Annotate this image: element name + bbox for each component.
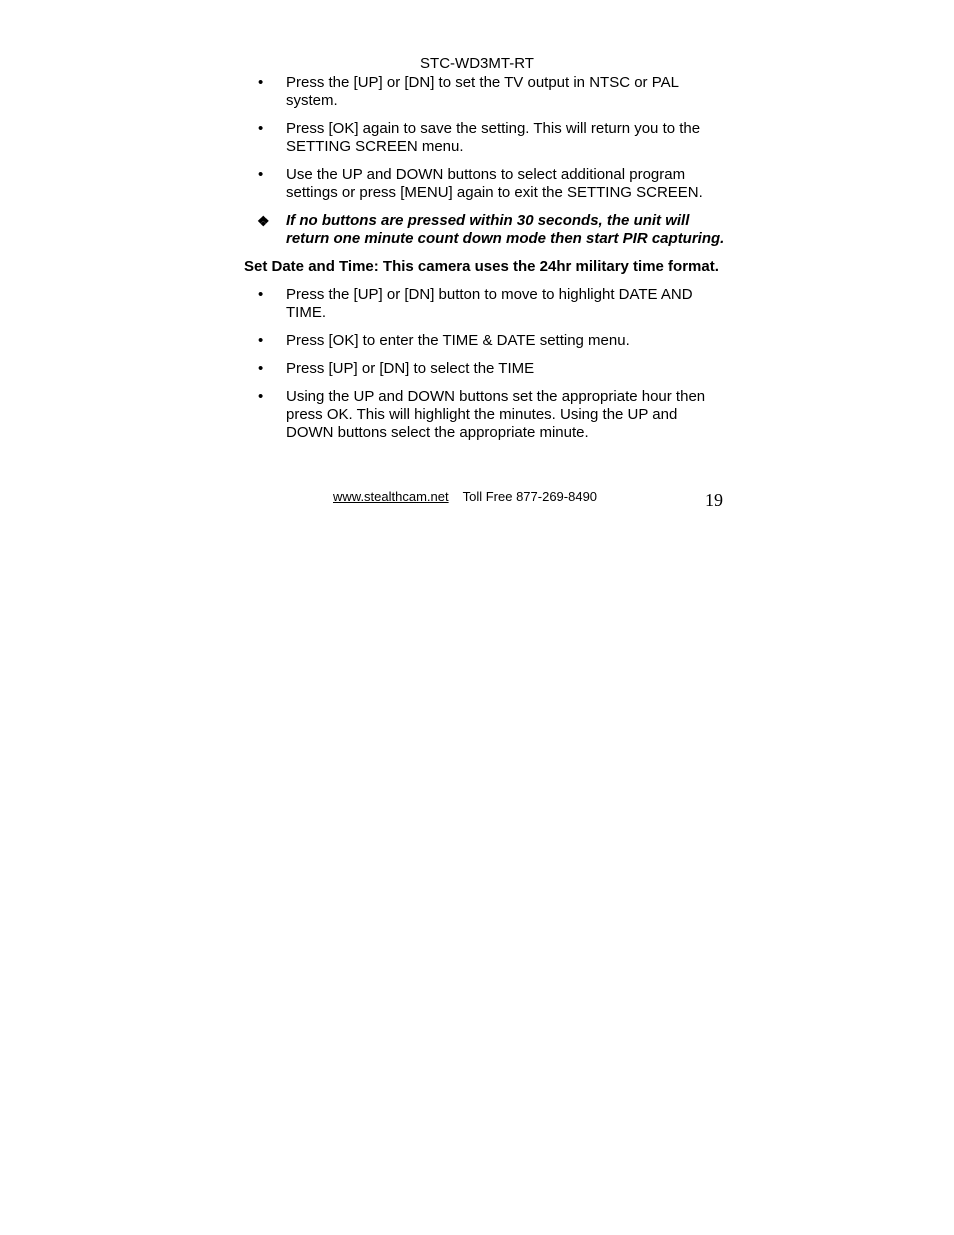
page-content [244,74,728,452]
tv-output-instructions [244,74,728,248]
bullet-icon: • [258,332,264,349]
list-item [244,120,728,156]
list-item-text: Press [UP] or [DN] to select the TIME [286,360,535,377]
list-item [244,166,728,202]
list-item-text: Press [OK] to enter the TIME & DATE setting menu. [286,332,630,349]
bullet-icon: • [258,388,264,405]
list-item [244,332,728,350]
bullet-icon: • [258,120,264,137]
list-item-text: Press [OK] again to save the setting. This will return you to the SETTING SCREEN menu. [286,120,701,155]
diamond-bullet-icon: ❖ [257,213,270,229]
list-item [244,360,728,378]
note-text: If no buttons are pressed within 30 seconds, the unit will return one minute count down mode then start PIR capturing. [286,212,725,247]
list-item-text: Using the UP and DOWN buttons set the appropriate hour then press OK. This will highlight the minutes. Using the UP and DOWN buttons select the appropriate minute. [286,388,706,441]
list-item [244,286,728,322]
page-number: 19 [705,490,723,510]
list-item [244,388,728,442]
bullet-icon: • [258,166,264,183]
bullet-icon: • [258,74,264,91]
list-item [244,74,728,110]
list-item-text: Press the [UP] or [DN] button to move to highlight DATE AND TIME. [286,286,693,321]
page-header-model: STC-WD3MT-RT [420,55,534,72]
toll-free-number: Toll Free 877-269-8490 [462,489,598,504]
section-heading: Set Date and Time: This camera uses the 24hr military time format. [244,258,719,275]
page-footer [333,489,597,505]
bullet-icon: • [258,360,264,377]
date-time-instructions [244,286,728,442]
list-item-text: Use the UP and DOWN buttons to select additional program settings or press [MENU] again to exit the SETTING SCREEN. [286,166,703,201]
website-link[interactable]: www.stealthcam.net [333,489,449,504]
list-item-text: Press the [UP] or [DN] to set the TV output in NTSC or PAL system. [286,74,679,109]
bullet-icon: • [258,286,264,303]
timeout-note [244,212,728,248]
